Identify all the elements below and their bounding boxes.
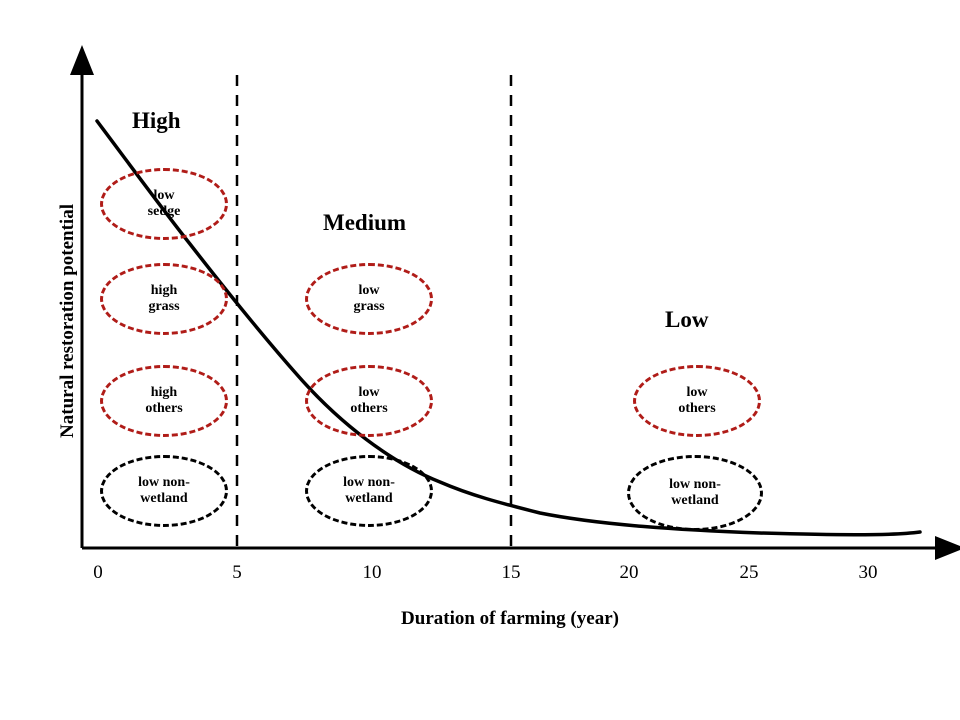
bubble-low-sedge-line2: sedge	[147, 204, 181, 219]
bubble-low-others-medium-line2: others	[350, 401, 388, 416]
bubble-low-others-low	[633, 365, 761, 437]
bubble-high-grass	[100, 263, 228, 335]
bubble-low-non-wetland-3-line1: low non-	[669, 477, 721, 493]
bubble-low-non-wetland-3-line2: wetland	[671, 493, 719, 508]
bubble-low-others-medium	[305, 365, 433, 437]
bubble-low-non-wetland-1-line2: wetland	[140, 491, 188, 506]
restoration-potential-curve	[97, 121, 920, 535]
x-tick-5: 5	[232, 562, 242, 583]
bubble-low-grass-line2: grass	[353, 299, 385, 314]
x-tick-20: 20	[619, 562, 639, 583]
bubble-low-others-low-line2: others	[678, 401, 716, 416]
bubble-low-others-medium-line1: low	[358, 385, 380, 401]
bubble-low-grass	[305, 263, 433, 335]
y-axis-title: Natural restoration potential	[57, 204, 78, 438]
bubble-low-sedge	[100, 168, 228, 240]
bubble-low-non-wetland-1-line1: low non-	[138, 475, 190, 491]
zone-label-medium: Medium	[323, 210, 407, 235]
bubble-low-grass-line1: low	[358, 283, 380, 299]
x-tick-30: 30	[858, 562, 878, 583]
bubble-high-others	[100, 365, 228, 437]
bubble-high-grass-line2: grass	[148, 299, 180, 314]
bubble-high-others-line2: others	[145, 401, 183, 416]
x-tick-25: 25	[739, 562, 759, 583]
x-tick-15: 15	[501, 562, 521, 583]
x-tick-10: 10	[362, 562, 382, 583]
bubble-low-non-wetland-2-line2: wetland	[345, 491, 393, 506]
bubble-low-non-wetland-3	[627, 455, 763, 531]
zone-label-high: High	[132, 108, 181, 133]
bubble-low-others-low-line1: low	[686, 385, 708, 401]
bubble-low-non-wetland-1	[100, 455, 228, 527]
bubble-high-others-line1: high	[150, 385, 178, 401]
x-axis-title: Duration of farming (year)	[401, 608, 619, 629]
zone-label-low: Low	[665, 307, 709, 332]
bubble-low-non-wetland-2-line1: low non-	[343, 475, 395, 491]
x-tick-0: 0	[93, 562, 103, 583]
bubble-low-non-wetland-2	[305, 455, 433, 527]
bubble-low-sedge-line1: low	[153, 188, 175, 204]
bubble-high-grass-line1: high	[150, 283, 178, 299]
